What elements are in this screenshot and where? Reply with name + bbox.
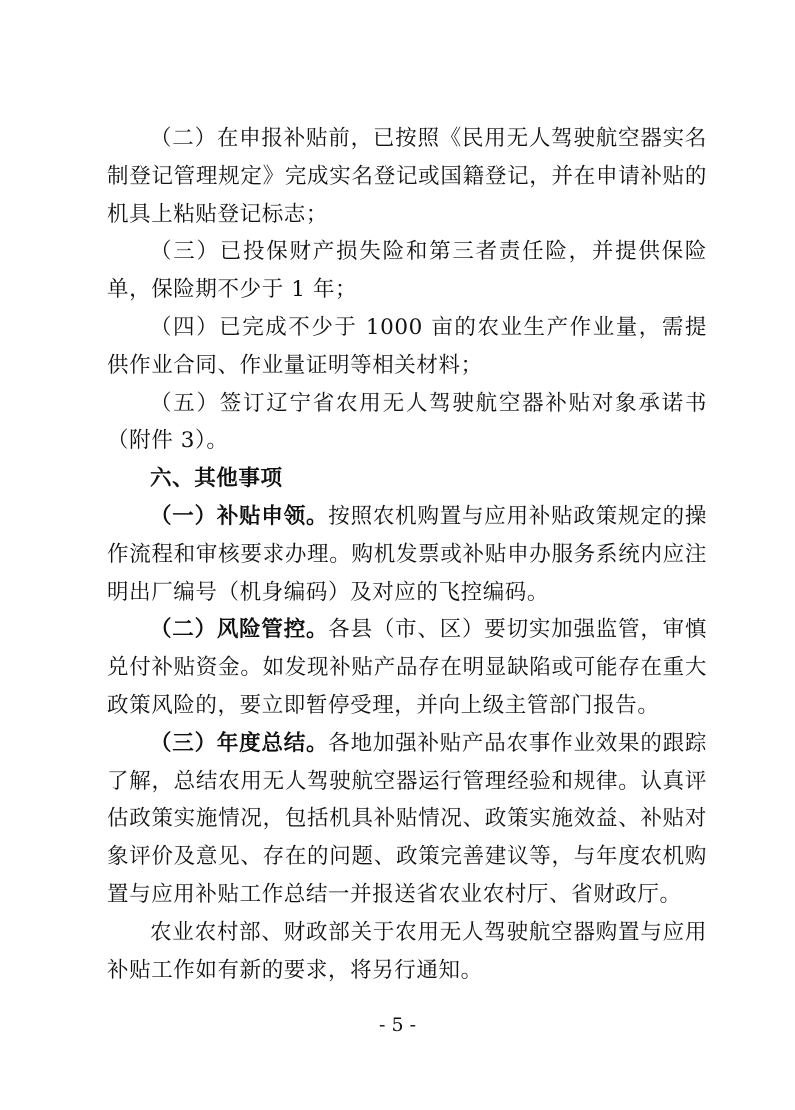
item-lead-annual-summary: （三）年度总结。 (150, 730, 329, 756)
paragraph-condition-3: （三）已投保财产损失险和第三者责任险，并提供保险单，保险期不少于 1 年； (107, 239, 707, 303)
paragraph-condition-4: （四）已完成不少于 1000 亩的农业生产作业量，需提供作业合同、作业量证明等相关材料； (107, 314, 707, 378)
paragraph-condition-2: （二）在申报补贴前，已按照《民用无人驾驶航空器实名制登记管理规定》完成实名登记或国籍登记，并在申请补贴的机具上粘贴登记标志； (107, 126, 707, 227)
item-text-subsidy-application: 按照农机购置与应用补贴政策规定的操作流程和审核要求办理。购机发票或补贴申办服务系统内应注明出厂编号（机身编码）及对应的飞控编码。 (107, 503, 707, 605)
page-number: - 5 - (378, 1014, 416, 1036)
paragraph-condition-5: （五）签订辽宁省农用无人驾驶航空器补贴对象承诺书（附件 3）。 (107, 390, 707, 454)
document-body (107, 120, 707, 989)
item-text-risk-control: 各县（市、区）要切实加强监管，审慎兑付补贴资金。如发现补贴产品存在明显缺陷或可能存在重大政策风险的，要立即暂停受理，并向上级主管部门报告。 (107, 617, 707, 718)
item-subsidy-application (107, 498, 707, 611)
item-lead-risk-control: （二）风险管控。 (150, 617, 329, 643)
item-text-annual-summary: 各地加强补贴产品农事作业效果的跟踪了解，总结农用无人驾驶航空器运行管理经验和规律。认真评估政策实施情况，包括机具补贴情况、政策实施效益、补贴对象评价及意见、存在的问题、政策完善建议等，与年度农机购置与应用补贴工作总结一并报送省农业农村厅、省财政厅。 (107, 730, 707, 907)
item-lead-subsidy-application: （一）补贴申领。 (150, 503, 329, 529)
item-annual-summary (107, 725, 707, 914)
closing-paragraph: 农业农村部、财政部关于农用无人驾驶航空器购置与应用补贴工作如有新的要求，将另行通知。 (107, 919, 707, 983)
item-risk-control (107, 611, 707, 724)
section-heading-other-matters: 六、其他事项 (150, 466, 283, 492)
